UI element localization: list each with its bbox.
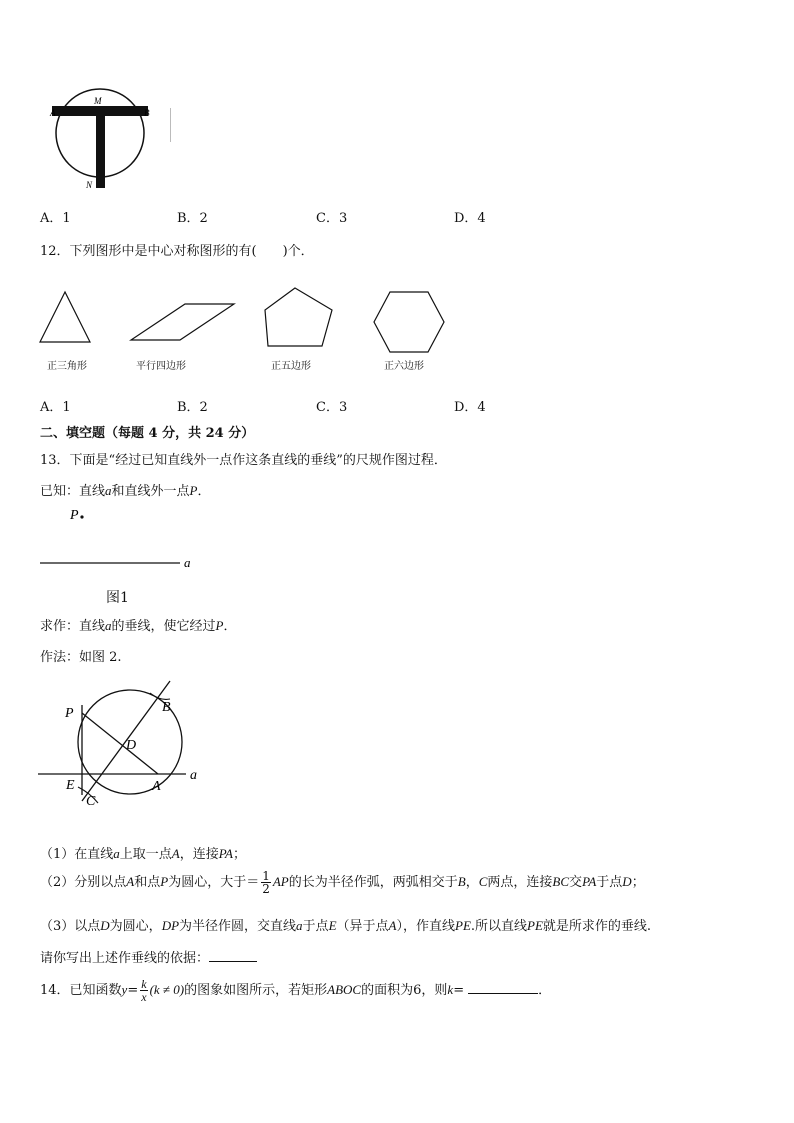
q13-basis-text: 请你写出上述作垂线的依据： — [40, 951, 210, 966]
step2-text: 于点 — [596, 875, 623, 890]
t-bar-vertical — [96, 106, 105, 188]
shape-label-triangle: 正三角形 — [47, 361, 87, 372]
q13-known-prefix: 已知：直线 — [40, 484, 106, 499]
q11-option-c[interactable]: C．3 — [316, 211, 348, 226]
step1-text: 上取一点 — [119, 847, 172, 862]
fig-side-mark — [170, 108, 171, 142]
fig1-point-p — [80, 515, 83, 518]
step1-var-a: a — [113, 846, 120, 861]
q14-fraction-numerator: k — [141, 977, 147, 991]
point-label-m: M — [94, 96, 102, 106]
fig2-line-pa — [82, 713, 158, 774]
q13-known-end: ． — [197, 484, 211, 499]
step3-text: 于点 — [302, 919, 329, 934]
q14-stem — [40, 978, 551, 1003]
q13-known-p: P — [189, 483, 198, 498]
step3-var: E — [328, 918, 337, 933]
q13-ask-prefix: 求作：直线 — [40, 619, 106, 634]
section-2-title: 二、填空题（每题 4 分，共 24 分） — [40, 426, 255, 441]
step2-var: PA — [582, 874, 597, 889]
fig2-label-d: D — [126, 738, 137, 753]
step2-text: ； — [631, 875, 645, 890]
step3-text: 为圆心， — [109, 919, 162, 934]
step1-text: ； — [232, 847, 246, 862]
fig2-label-a-point: A — [152, 779, 161, 794]
step2-var: AP — [272, 874, 289, 889]
q14-rect-name: ABOC — [327, 982, 362, 997]
regular-pentagon-shape — [265, 288, 332, 346]
step2-text: （2）分别以点 — [40, 875, 127, 890]
q14-fraction-denominator: x — [141, 990, 147, 1004]
q13-method: 作法：如图 2. — [40, 650, 122, 665]
step2-text: 的长为半径作弧，两弧相交于 — [288, 875, 458, 890]
step1-var-A: A — [171, 846, 180, 861]
q12-option-b[interactable]: B．2 — [177, 400, 208, 415]
parallelogram-shape — [131, 304, 234, 340]
q13-ask-p: P — [215, 618, 224, 633]
q14-condition: (k ≠ 0) — [149, 982, 185, 997]
q13-ask-a: a — [105, 618, 112, 633]
q14-text: ，则 — [421, 983, 448, 998]
step3-text: .所以直线 — [470, 919, 528, 934]
q12-option-d[interactable]: D．4 — [454, 400, 486, 415]
regular-hexagon-shape — [374, 292, 444, 352]
step2-text: ， — [465, 875, 479, 890]
q13-known-a: a — [105, 483, 112, 498]
fig2-label-a-line: a — [190, 768, 197, 783]
figure-1 — [40, 500, 210, 580]
q11-option-a[interactable]: A．1 — [40, 211, 71, 226]
q14-var-k: k — [447, 982, 454, 997]
circle-t-figure — [40, 85, 180, 195]
step3-var: A — [388, 918, 397, 933]
q13-stem: 13．下面是“经过已知直线外一点作这条直线的垂线”的尺规作图过程． — [40, 453, 447, 468]
step1-var-PA: PA — [218, 846, 233, 861]
shape-label-hexagon: 正六边形 — [384, 361, 424, 372]
step2-var: B — [457, 874, 466, 889]
q13-known — [40, 480, 211, 499]
fraction-denominator: 2 — [262, 882, 270, 896]
fraction-numerator: 1 — [262, 869, 270, 883]
step2-text: 交 — [569, 875, 583, 890]
equilateral-triangle-shape — [40, 292, 90, 342]
fig1-line-a-label: a — [184, 555, 191, 570]
fig2-label-p: P — [65, 706, 74, 721]
step3-text: 为半径作圆，交直线 — [179, 919, 297, 934]
fig2-label-b: B — [162, 700, 171, 715]
step2-var: P — [160, 874, 169, 889]
q14-equals: = — [127, 983, 139, 998]
step2-text: 和点 — [134, 875, 161, 890]
q14-period: ． — [538, 983, 552, 998]
q13-step-3 — [40, 915, 651, 934]
q13-answer-blank[interactable] — [209, 948, 257, 962]
q12-option-c[interactable]: C．3 — [316, 400, 348, 415]
q14-var-y: y — [121, 982, 128, 997]
q14-answer-blank[interactable] — [468, 980, 538, 994]
step2-text: 两点，连接 — [487, 875, 553, 890]
step3-var: DP — [161, 918, 180, 933]
q13-ask-mid: 的垂线，使它经过 — [111, 619, 216, 634]
q14-equals: = — [453, 983, 465, 998]
point-label-n: N — [86, 180, 93, 190]
q13-step-1 — [40, 843, 246, 862]
step3-text: （异于点 — [336, 919, 389, 934]
point-label-b: B — [144, 108, 150, 118]
step3-var: PE — [527, 918, 543, 933]
q13-known-mid: 和直线外一点 — [111, 484, 190, 499]
step3-text: 就是所求作的垂线. — [542, 919, 652, 934]
q13-basis — [40, 947, 257, 966]
q11-option-d[interactable]: D．4 — [454, 211, 486, 226]
shape-label-parallelogram: 平行四边形 — [136, 361, 186, 372]
fig2-label-e: E — [66, 778, 75, 793]
step1-text: （1）在直线 — [40, 847, 114, 862]
q14-text: 的面积为 — [361, 983, 414, 998]
point-label-a: A — [50, 108, 56, 118]
step3-var: PE — [455, 918, 471, 933]
q14-area-value: 6 — [413, 983, 422, 998]
fig1-caption: 图1 — [106, 590, 129, 606]
figure-2 — [38, 675, 208, 810]
step2-var: C — [478, 874, 488, 889]
q13-ask — [40, 615, 237, 634]
shape-label-pentagon: 正五边形 — [271, 361, 311, 372]
q14-text: 的图象如图所示，若矩形 — [184, 983, 328, 998]
q11-option-b[interactable]: B．2 — [177, 211, 208, 226]
q14-fraction — [140, 978, 147, 1003]
step2-text: 为圆心，大于＝ — [168, 875, 260, 890]
fig2-label-c: C — [86, 794, 96, 809]
q14-text: 14．已知函数 — [40, 983, 122, 998]
fig1-point-p-label: P — [70, 508, 79, 523]
step2-var: A — [126, 874, 135, 889]
step2-fraction — [261, 870, 271, 895]
step3-var: D — [100, 918, 110, 933]
step1-text: ，连接 — [179, 847, 219, 862]
step2-var: BC — [552, 874, 570, 889]
q12-option-a[interactable]: A．1 — [40, 400, 71, 415]
step3-text: ），作直线 — [396, 919, 455, 934]
q12-stem: 12．下列图形中是中心对称图形的有( )个． — [40, 244, 314, 259]
step3-var: a — [296, 918, 303, 933]
step3-text: （3）以点 — [40, 919, 101, 934]
shapes-figure — [30, 282, 460, 352]
step2-var: D — [622, 874, 632, 889]
q13-ask-end: ． — [223, 619, 237, 634]
q13-step-2 — [40, 870, 645, 895]
